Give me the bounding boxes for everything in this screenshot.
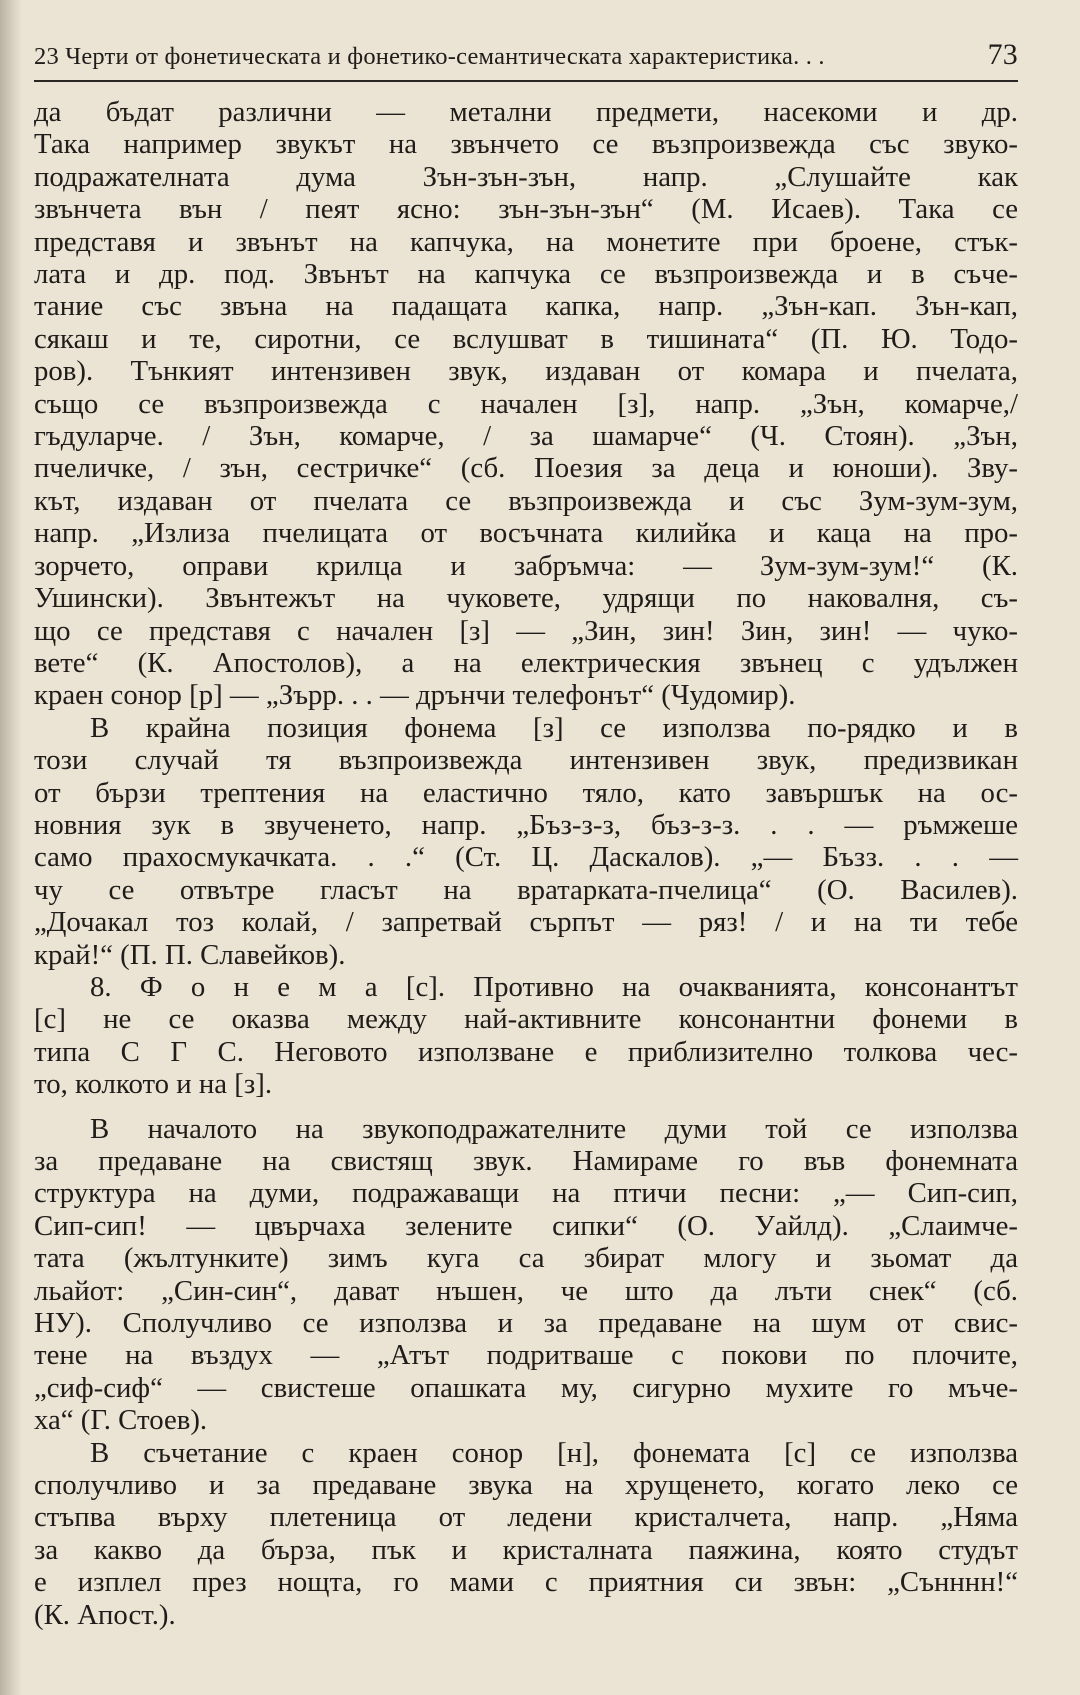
text-line: типа С Г С. Неговото използване е приблизително толкова чес-	[34, 1035, 1018, 1068]
text-line: тата (жълтунките) зимъ куга са збират млогу и зьомат да	[34, 1242, 1018, 1275]
text-line: новния зук в звученето, напр. „Бъз-з-з, бъз-з-з. . . — ръмжеше	[34, 808, 1018, 841]
text-line: гъдуларче. / Зън, комарче, / за шамарче“ (Ч. Стоян). „Зън,	[34, 420, 1018, 453]
text-line: В крайна позиция фонема [з] се използва по-рядко и в	[90, 711, 1018, 744]
text-line: да бъдат различни — метални предмети, насекоми и др.	[34, 96, 1018, 128]
text-line: Сип-сип! — цвърчаха зелените сипки“ (О. Уайлд). „Слаимче-	[34, 1209, 1018, 1242]
text-line: този случай тя възпроизвежда интензивен звук, предизвикан	[34, 744, 1018, 777]
text-line: стъпва върху плетеница от ледени кристалчета, напр. „Няма	[34, 1501, 1018, 1534]
text-line: тене на въздух — „Атът подритваше с покови по плочите,	[34, 1339, 1018, 1372]
text-line: също се възпроизвежда с начален [з], напр. „Зън, комарче,/	[34, 387, 1018, 420]
text-line: напр. „Излиза пчелицата от восъчната килийка и каца на про-	[34, 517, 1018, 550]
text-line: подражателната дума Зън-зън-зън, напр. „Слушайте как	[34, 160, 1018, 193]
text-line: ров). Тънкият интензивен звук, издаван от комара и пчелата,	[34, 355, 1018, 388]
text-line: кът, издаван от пчелата се възпроизвежда и със Зум-зум-зум,	[34, 484, 1018, 517]
text-line: от бързи трептения на еластично тяло, като завършък на ос-	[34, 776, 1018, 809]
text-line: лата и др. под. Звънът на капчука се възпроизвежда и в съче-	[34, 258, 1018, 291]
text-line: 8. Ф о н е м а [с]. Противно на очакванията, консонантът	[90, 970, 1018, 1003]
text-line: край!“ (П. П. Славейков).	[34, 938, 346, 971]
text-line: В съчетание с краен сонор [н], фонемата [с] се използва	[90, 1436, 1018, 1469]
text-line: НУ). Сполучливо се използва и за предаване на шум от свис-	[34, 1307, 1018, 1340]
text-line: то, колкото и на [з].	[34, 1068, 273, 1101]
text-line: Ушински). Звънтежът на чуковете, удрящи по наковалня, съ-	[34, 582, 1018, 615]
text-line: що се представя с начален [з] — „Зин, зин! Зин, зин! — чуко-	[34, 614, 1018, 647]
text-line: Така например звукът на звънчето се възпроизвежда със звуко-	[34, 128, 1018, 161]
text-line: за какво да бърза, пък и кристалната паяжина, която студът	[34, 1533, 1018, 1566]
chapter-title: Черти от фонетическата и фонетико-семантическата характеристика. . .	[65, 43, 825, 70]
text-line: ха“ (Г. Стоев).	[34, 1404, 208, 1437]
text-line: зорчето, оправи крилца и забръмча: — Зум-зум-зум!“ (К.	[34, 549, 1018, 582]
text-line: звънчета вън / пеят ясно: зън-зън-зън“ (М. Исаев). Така се	[34, 193, 1018, 226]
text-line: тание със звъна на падащата капка, напр. „Зън-кап. Зън-кап,	[34, 290, 1018, 323]
text-line: за предаване на свистящ звук. Намираме го във фонемната	[34, 1145, 1018, 1177]
page-number: 73	[987, 38, 1018, 71]
text-line: [с] не се оказва между най-активните консонантни фонеми в	[34, 1003, 1018, 1036]
text-line: представя и звънът на капчука, на монетите при броене, стък-	[34, 225, 1018, 258]
text-line: структура на думи, подражаващи на птичи песни: „— Сип-сип,	[34, 1177, 1018, 1210]
book-spine-shadow	[0, 0, 22, 1695]
text-line: пчеличке, / зън, сестричке“ (сб. Поезия за деца и юноши). Зву-	[34, 452, 1018, 485]
text-line: само прахосмукачката. . .“ (Ст. Ц. Даскалов). „— Бъзз. . . —	[34, 841, 1018, 874]
text-line: чу се отвътре гласът на вратарката-пчелица“ (О. Василев).	[34, 873, 1018, 906]
text-line: сполучливо и за предаване звука на хрущенето, когато леко се	[34, 1469, 1018, 1502]
chapter-number: 23	[34, 43, 59, 70]
paragraph-gap	[34, 1101, 1018, 1113]
text-line: вете“ (К. Апостолов), а на електрическия звънец с удължен	[34, 646, 1018, 679]
text-line: краен сонор [р] — „Зърр. . . — дрънчи телефонът“ (Чудомир).	[34, 679, 796, 712]
text-line: сякаш и те, сиротни, се вслушват в тишината“ (П. Ю. Тодо-	[34, 322, 1018, 355]
running-title	[34, 43, 825, 71]
text-line: „сиф-сиф“ — свистеше опашката му, сигурно мухите го мъче-	[34, 1371, 1018, 1404]
body-text	[34, 96, 1018, 1631]
text-line: В началото на звукоподражателните думи той се използва	[90, 1112, 1018, 1145]
text-line: льайот: „Син-син“, дават нъшен, че што да лъти снек“ (сб.	[34, 1274, 1018, 1307]
running-head	[34, 38, 1018, 82]
text-line: (К. Апост.).	[34, 1598, 176, 1631]
text-line: „Дочакал тоз колай, / запретвай сърпът — ряз! / и на ти тебе	[34, 906, 1018, 939]
text-line: е изплел през нощта, го мами с приятния си звън: „Сънннн!“	[34, 1566, 1018, 1599]
